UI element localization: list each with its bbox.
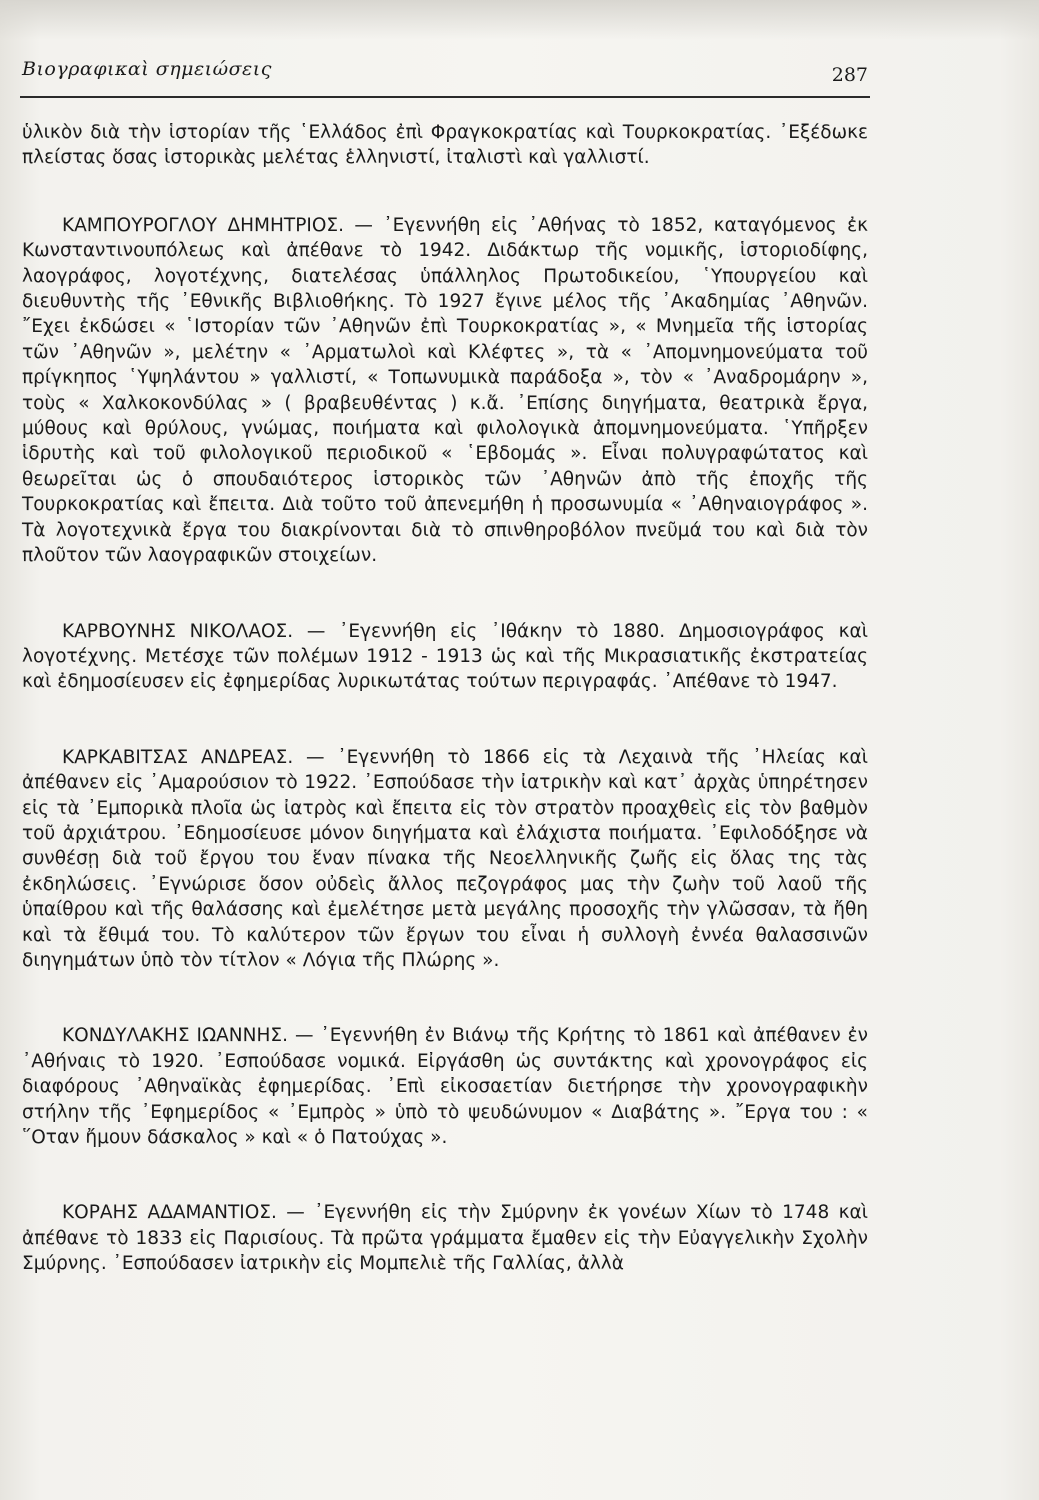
entry-kondylakis: ΚΟΝΔΥΛΑΚΗΣ ΙΩΑΝΝΗΣ. — ᾿Εγεννήθη ἐν Βιάνῳ τῆς Κρήτης τὸ 1861 καὶ ἀπέθανεν ἐν ᾿Αθήναις τὸ 1920. ᾿Εσπούδασε νομικά. Εἰργάσθη ὡς συντάκτης καὶ χρονογράφος εἰς διαφόρους ᾿Αθηναϊκὰς ἐφημερίδας. ᾿Επὶ εἰκοσαετίαν διετήρησε τὴν χρονογραφικὴν στήλην τῆς ᾿Εφημερίδος « ᾿Εμπρὸς » ὑπὸ τὸ ψευδώνυμον « Διαβάτης ». ῎Εργα του : « ῞Οταν ἤμουν δάσκαλος » καὶ « ὁ Πατούχας ». [22,1025,868,1148]
body-text [22,120,868,1277]
entry-korais: ΚΟΡΑΗΣ ΑΔΑΜΑΝΤΙΟΣ. — ᾿Εγεννήθη εἰς τὴν Σμύρνην ἐκ γονέων Χίων τὸ 1748 καὶ ἀπέθανε τὸ 1833 εἰς Παρισίους. Τὰ πρῶτα γράμματα ἔμαθεν εἰς τὴν Εὐαγγελικὴν Σχολὴν Σμύρνης. ᾿Εσπούδασεν ἰατρικὴν εἰς Μομπελιὲ τῆς Γαλλίας, ἀλλὰ [22,1202,868,1275]
entry-karkavitsas: ΚΑΡΚΑΒΙΤΣΑΣ ΑΝΔΡΕΑΣ. — ᾿Εγεννήθη τὸ 1866 εἰς τὰ Λεχαινὰ τῆς ᾿Ηλείας καὶ ἀπέθανεν εἰς ᾿Αμαρούσιον τὸ 1922. ᾿Εσπούδασε τὴν ἰατρικὴν καὶ κατ᾿ ἀρχὰς ὑπηρέτησεν εἰς τὰ ᾿Εμπορικὰ πλοῖα ὡς ἰατρὸς καὶ ἔπειτα εἰς τὸν στρατὸν προαχθεὶς εἰς τὸν βαθμὸν τοῦ ἀρχιάτρου. ᾿Εδημοσίευσε μόνον διηγήματα καὶ ἐλάχιστα ποιήματα. ᾿Εφιλοδόξησε νὰ συνθέσῃ διὰ τοῦ ἔργου του ἕναν πίνακα τῆς Νεοελληνικῆς ζωῆς εἰς ὅλας της τὰς ἐκδηλώσεις. ᾿Εγνώρισε ὅσον οὐδεὶς ἄλλος πεζογράφος μας τὴν ζωὴν τοῦ λαοῦ τῆς ὑπαίθρου καὶ τῆς θαλάσσης καὶ ἐμελέτησε μετὰ μεγάλης προσοχῆς τὴν γλῶσσαν, τὰ ἤθη καὶ τὰ ἔθιμά του. Τὸ καλύτερον τῶν ἔργων του εἶναι ἡ συλλογὴ ἐννέα θαλασσινῶν διηγημάτων ὑπὸ τὸν τίτλον « Λόγια τῆς Πλώρης ». [22,746,868,971]
page-number: 287 [831,64,868,86]
running-head: Βιογραφικαὶ σημειώσεις [22,58,272,80]
page-header [22,58,868,94]
header-rule [20,96,870,98]
entry-karvounis: ΚΑΡΒΟΥΝΗΣ ΝΙΚΟΛΑΟΣ. — ᾿Εγεννήθη εἰς ᾿Ιθάκην τὸ 1880. Δημοσιογράφος καὶ λογοτέχνης. Μετέσχε τῶν πολέμων 1912 - 1913 ὡς καὶ τῆς Μικρασιατικῆς ἐκστρατείας καὶ ἐδημοσίευσεν εἰς ἐφημερίδας λυρικωτάτας τούτων περιγραφάς. ᾿Απέθανε τὸ 1947. [22,620,868,693]
entry-kampouroglou: ΚΑΜΠΟΥΡΟΓΛΟΥ ΔΗΜΗΤΡΙΟΣ. — ᾿Εγεννήθη εἰς ᾿Αθήνας τὸ 1852, καταγόμενος ἐκ Κωνσταντινουπόλεως καὶ ἀπέθανε τὸ 1942. Διδάκτωρ τῆς νομικῆς, ἱστοριοδίφης, λαογράφος, λογοτέχνης, διατελέσας ὑπάλληλος Πρωτοδικείου, ῾Υπουργείου καὶ διευθυντὴς τῆς ᾿Εθνικῆς Βιβλιοθήκης. Τὸ 1927 ἔγινε μέλος τῆς ᾿Ακαδημίας ᾿Αθηνῶν. ῎Εχει ἐκδώσει « ῾Ιστορίαν τῶν ᾿Αθηνῶν ἐπὶ Τουρκοκρατίας », « Μνημεῖα τῆς ἱστορίας τῶν ᾿Αθηνῶν », μελέτην « ᾿Αρματωλοὶ καὶ Κλέφτες », τὰ « ᾿Απομνημονεύματα τοῦ πρίγκηπος ῾Υψηλάντου » γαλλιστί, « Τοπωνυμικὰ παράδοξα », τὸν « ᾿Αναδρομάρην », τοὺς « Χαλκοκονδύλας » ( βραβευθέντας ) κ.ἄ. ᾿Επίσης διηγήματα, θεατρικὰ ἔργα, μύθους καὶ θρύλους, γνώμας, ποιήματα καὶ φιλολογικὰ ἀπομνημονεύματα. ῾Υπῆρξεν ἱδρυτὴς καὶ τοῦ φιλολογικοῦ περιοδικοῦ « ῾Εβδομάς ». Εἶναι πολυγραφώτατος καὶ θεωρεῖται ὡς ὁ σπουδαιότερος ἱστορικὸς τῶν ᾿Αθηνῶν ἀπὸ τῆς ἐποχῆς τῆς Τουρκοκρατίας καὶ ἔπειτα. Διὰ τοῦτο τοῦ ἀπενεμήθη ἡ προσωνυμία « ᾿Αθηναιογράφος ». Τὰ λογοτεχνικὰ ἔργα του διακρίνονται διὰ τὸ σπινθηροβόλον πνεῦμά του καὶ διὰ τὸν πλοῦτον τῶν λαογραφικῶν στοιχείων. [22,214,868,567]
paragraph-continuation: ὑλικὸν διὰ τὴν ἱστορίαν τῆς ῾Ελλάδος ἐπὶ Φραγκοκρατίας καὶ Τουρκοκρατίας. ᾿Εξέδωκε πλείστας ὅσας ἱστορικὰς μελέτας ἑλληνιστί, ἰταλιστὶ καὶ γαλλιστί. [22,122,868,169]
page-top-shadow [0,0,1039,40]
